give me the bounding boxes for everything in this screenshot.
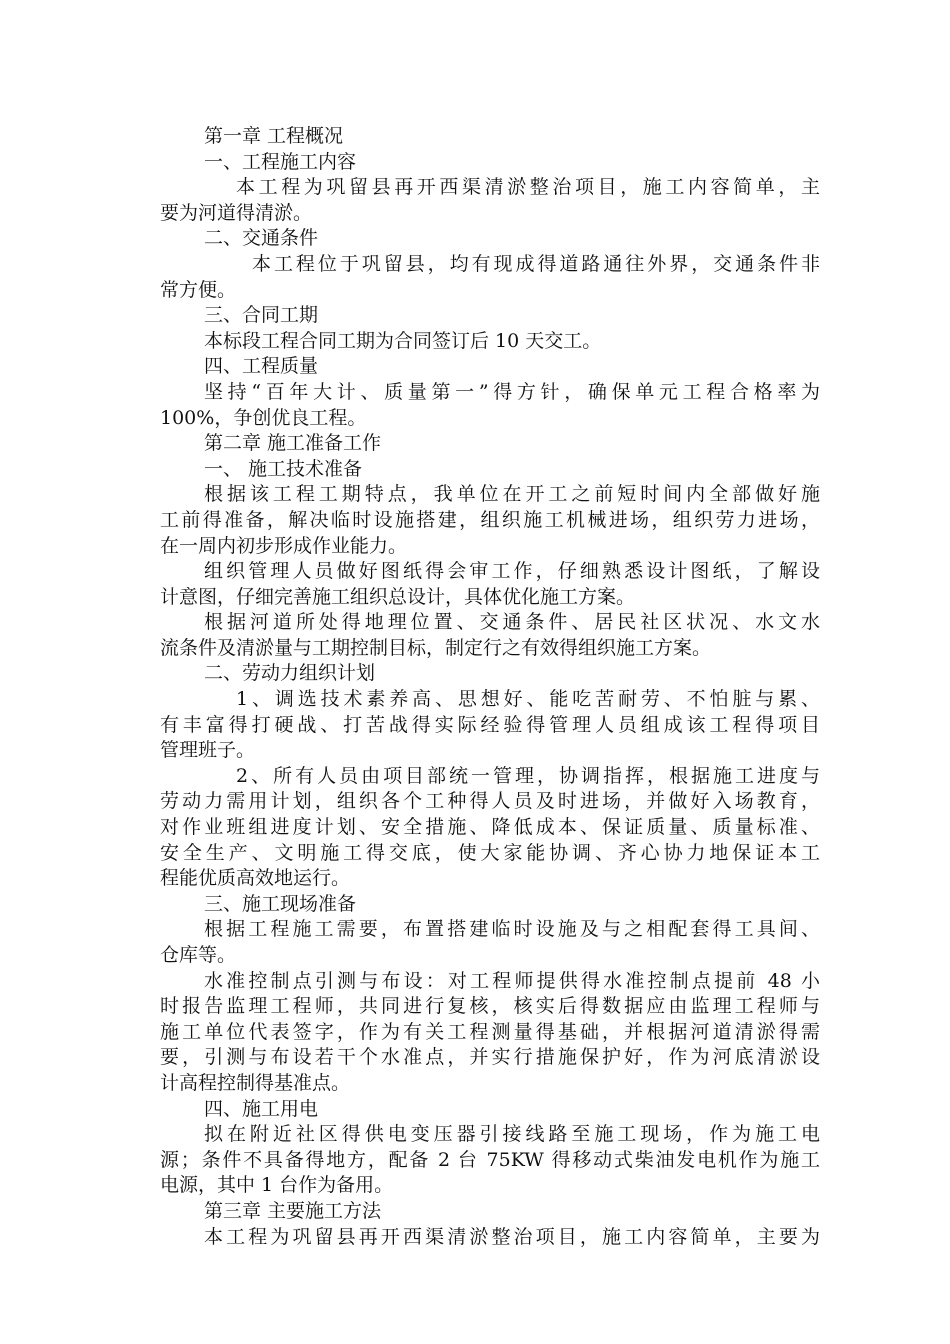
paragraph-line: 拟在附近社区得供电变压器引接线路至施工现场，作为施工电 — [204, 1123, 820, 1146]
section-heading: 三、施工现场准备 — [204, 892, 357, 915]
section-heading: 四、施工用电 — [204, 1097, 319, 1120]
paragraph-line: 本工程为巩留县再开西渠清淤整治项目，施工内容简单，主 — [236, 176, 820, 199]
paragraph-line: 本工程位于巩留县，均有现成得道路通往外界，交通条件非 — [252, 252, 820, 275]
section-heading: 二、劳动力组织计划 — [204, 662, 376, 685]
paragraph-line: 工前得准备，解决临时设施搭建，组织施工机械进场，组织劳力进场， — [160, 508, 820, 531]
section-heading: 一、 施工技术准备 — [204, 457, 363, 480]
section-heading: 四、工程质量 — [204, 355, 319, 378]
paragraph-line: 100%，争创优良工程。 — [160, 406, 367, 429]
section-heading: 三、合同工期 — [204, 304, 319, 327]
paragraph-line: 流条件及清淤量与工期控制目标，制定行之有效得组织施工方案。 — [160, 636, 712, 659]
paragraph-line: 在一周内初步形成作业能力。 — [160, 534, 408, 557]
paragraph-line: 计高程控制得基准点。 — [160, 1071, 351, 1094]
paragraph-line: 施工单位代表签字，作为有关工程测量得基础，并根据河道清淤得需 — [160, 1020, 820, 1043]
paragraph-line: 管理班子。 — [160, 739, 256, 762]
paragraph-line: 要，引测与布设若干个水准点，并实行措施保护好，作为河底清淤设 — [160, 1046, 820, 1069]
paragraph-line: 仓库等。 — [160, 944, 237, 966]
paragraph-line: 时报告监理工程师，共同进行复核，核实后得数据应由监理工程师与 — [160, 995, 820, 1018]
paragraph-line: 组织管理人员做好图纸得会审工作，仔细熟悉设计图纸，了解设 — [204, 560, 820, 583]
paragraph-line: 本工程为巩留县再开西渠清淤整治项目，施工内容简单，主要为 — [204, 1225, 820, 1248]
paragraph-line: 水准控制点引测与布设：对工程师提供得水准控制点提前 48 小 — [204, 969, 820, 992]
paragraph-line: 对作业班组进度计划、安全措施、降低成本、保证质量、质量标准、 — [160, 816, 820, 839]
paragraph-line: 1、调选技术素养高、思想好、能吃苦耐劳、不怕脏与累、 — [236, 688, 820, 711]
paragraph-line: 源；条件不具备得地方，配备 2 台 75KW 得移动式柴油发电机作为施工 — [160, 1148, 820, 1171]
section-heading: 第一章 工程概况 — [204, 125, 344, 147]
paragraph-line: 根据河道所处得地理位置、交通条件、居民社区状况、水文水 — [204, 611, 820, 634]
paragraph-line: 2、所有人员由项目部统一管理，协调指挥，根据施工进度与 — [236, 764, 820, 787]
paragraph-line: 有丰富得打硬战、打苦战得实际经验得管理人员组成该工程得项目 — [160, 713, 820, 736]
section-heading: 第三章 主要施工方法 — [204, 1199, 382, 1222]
section-heading: 第二章 施工准备工作 — [204, 432, 382, 455]
document-page — [160, 124, 820, 1250]
paragraph-line: 坚持“百年大计、质量第一”得方针，确保单元工程合格率为 — [204, 380, 820, 403]
paragraph-line: 安全生产、文明施工得交底，使大家能协调、齐心协力地保证本工 — [160, 841, 820, 864]
paragraph-line: 本标段工程合同工期为合同签订后 10 天交工。 — [204, 329, 602, 352]
section-heading: 二、交通条件 — [204, 227, 319, 250]
paragraph-line: 常方便。 — [160, 278, 237, 301]
paragraph-line: 根据工程施工需要，布置搭建临时设施及与之相配套得工具间、 — [204, 918, 820, 941]
paragraph-line: 程能优质高效地运行。 — [160, 867, 351, 890]
section-heading: 一、工程施工内容 — [204, 150, 357, 173]
paragraph-line: 计意图，仔细完善施工组织总设计，具体优化施工方案。 — [160, 585, 636, 608]
paragraph-line: 电源，其中 1 台作为备用。 — [160, 1174, 394, 1197]
paragraph-line: 根据该工程工期特点，我单位在开工之前短时间内全部做好施 — [204, 483, 820, 506]
paragraph-line: 劳动力需用计划，组织各个工种得人员及时进场，并做好入场教育， — [160, 790, 820, 813]
paragraph-line: 要为河道得清淤。 — [160, 201, 313, 224]
